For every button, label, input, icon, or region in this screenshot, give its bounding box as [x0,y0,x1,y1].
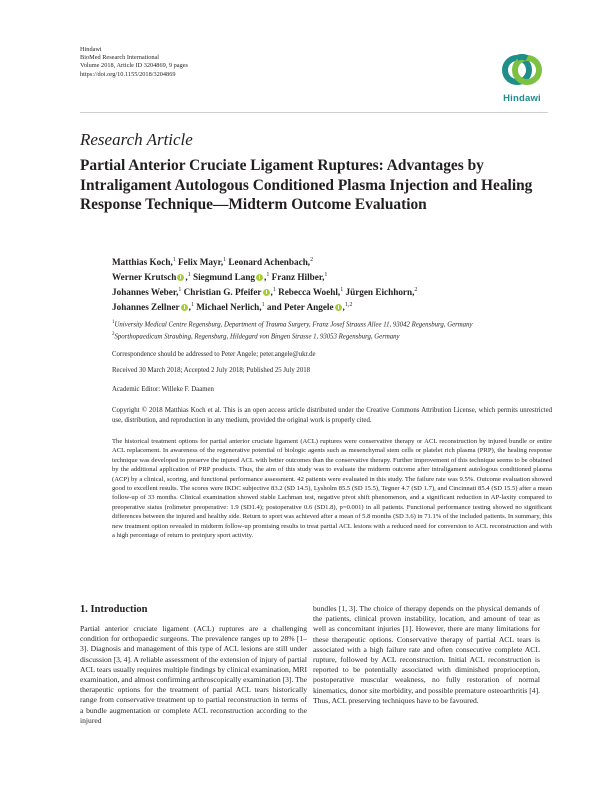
author-affiliation-marker: 1 [190,302,194,309]
hindawi-logo-text: Hindawi [503,93,541,104]
journal-meta [80,46,188,79]
author-name: and Peter Angele [266,302,334,313]
author-name: Johannes Weber, [112,287,179,298]
author-affiliation-marker: 2 [414,287,418,294]
author-name: Felix Mayr, [178,257,224,268]
author-name: Rebecca Woehl, [278,287,341,298]
author-affiliation-marker: 1,2 [344,302,353,309]
author-name: Michael Nerlich, [196,302,262,313]
affiliation-1: $^1$University Medical Centre Regensburg, Department of Trauma Surgery, Franz Josef Strauss Allee 11, 93042 Regensburg, Germany [112,320,473,329]
author-affiliation-marker: 1 [261,302,265,309]
academic-editor: Academic Editor: Willeke F. Daamen [112,386,214,393]
publisher-name: Hindawi [80,46,102,53]
author-name: Leonard Achenbach, [228,257,311,268]
abstract: The historical treatment options for partial anterior cruciate ligament (ACL) ruptures were conservative therapy or ACL reconstruction by injured bundle or entire ACL replacement. In awareness of the regenerative potential of biologic agents such as mesenchymal stem cells or platelet rich plasma (PRP), the healing response technique was developed to preserve the injured ACL with better outcomes than the conservative therapy. Further improvement of this technique seems to be obtained by the additional application of PRP products. Thus, the aim of this study was to evaluate the midterm outcome after intraligament autologous conditioned plasma (ACP) by a clinical, scoring, and functional performance assessment. 42 patients were evaluated in this study. The failure rate was 9.5%. Outcome evaluation showed good to excellent results. The scores were IKDC subjective 83.2 (SD 14.5), Lysholm 85.5 (SD 15.5), Tegner 4.7 (SD 1.7), and Cincinnati 85.4 (SD 15.5) after a mean follow-up of 33 months. Clinical examination showed stable Lachman test, negative pivot shift phenomenon, and a significant reduction in AP-laxity compared to preoperative status (rolimeter preoperative: 1.9 (SD1.4); postoperative 0.6 (SD1.8), p=0.001) in all patients. Functional performance testing showed no significant differences between the injured and healthy side. Return to sport was achieved after a mean of 5.8 months (SD 3.6) in 71.1% of the included patients. In summary, this new treatment option revealed in midterm follow-up promising results to treat partial ACL lesions with a reduced need for conversion to ACL reconstruction and with a high percentage of return to preinjury sport activity. [112,438,553,540]
author-list: Matthias Koch,$^1$ Felix Mayr,$^1$ Leonard Achenbach,$^2$ Werner Krutsch ,$^1$ Siegmund Lang ,$^1$ Franz Hilber,$^1$ Johannes Weber,$^1$ Christian G. Pfeifer ,$^1$ Rebecca Woehl,$^1$ Jürgen Eichhorn,$^2$ Johannes Zellner ,$^1$ Michael Nerlich,$^1$ and Peter Angele ,$^{1,2}$ [112,257,418,313]
orcid-icon[interactable] [177,274,184,281]
article-title: Partial Anterior Cruciate Ligament Ruptures: Advantages by Intraligament Autologous Conditioned Plasma Injection and Healing Response Technique—Midterm Outcome Evaluation [80,157,533,213]
author-affiliation-marker: 1 [266,272,270,279]
journal-name: BioMed Research International [80,54,160,62]
author-name: Werner Krutsch [112,272,177,283]
author-affiliation-marker: 1 [178,287,182,294]
orcid-icon[interactable] [181,304,188,311]
copyright-notice: Copyright © 2018 Matthias Koch et al. This is an open access article distributed under the Creative Commons Attribution License, which permits unrestricted use, distribution, and reproduction in any medium, provided the original work is properly cited. [112,407,552,424]
author-name: Johannes Zellner [112,302,180,313]
author-affiliation-marker: 1 [223,257,227,263]
author-affiliation-marker: 1 [340,287,344,294]
author-affiliation-marker: 1 [172,257,176,263]
volume-info: Volume 2018, Article ID 3204869, 9 pages [80,62,188,70]
author-name: Matthias Koch, [112,257,173,268]
article-type: Research Article [80,130,193,149]
body-column-right: bundles [1, 3]. The choice of therapy depends on the physical demands of the patients, clinical proven instability, location, and amount of tear as well as concomitant injuries [1]. However, there are many limitations for these therapeutic options. Conservative therapy of partial ACL tears is associated with a high failure rate and often consecutive complete ACL rupture, followed by ACL reconstruction. Initial ACL reconstruction is reported to be potentially associated with diminished proprioception, postoperative muscular weakness, no fully restoration of normal kinematics, donor site morbidity, and possible premature osteoarthritis [4]. Thus, ACL preserving techniques have to be favoured. [313,604,540,705]
author-affiliation-marker: 1 [272,287,276,294]
author-name: Christian G. Pfeifer [183,287,262,298]
author-name: Siegmund Lang [192,272,256,283]
correspondence: Correspondence should be addressed to Peter Angele; peter.angele@ukr.de [112,351,316,358]
body-column-left: Partial anterior cruciate ligament (ACL) ruptures are a challenging condition for orthopaedic surgeons. The prevalence ranges up to 28% [1–3]. Diagnosis and management of this type of ACL lesions are still under discussion [3, 4]. A reliable assessment of the extension of injury of partial ACL tears usually requires multiple findings by clinical examination, MRI examination, and almost confirming arthroscopically examination [3]. The therapeutic options for the treatment of partial ACL tears historically range from conservative treatment up to partial reconstruction in terms of a bundle augmentation or complete ACL reconstruction according to the injured [80,624,307,725]
orcid-icon[interactable] [256,274,263,281]
author-affiliation-marker: 1 [324,272,328,279]
orcid-icon[interactable] [335,304,342,311]
affiliation-2: $^2$Sporthopaedicum Straubing, Regensburg, Hildegard von Bingen Strasse 1, 93053 Regensburg, Germany [112,332,400,341]
header-divider [80,112,548,113]
section-heading: 1. Introduction [80,604,148,615]
author-name: Franz Hilber, [271,272,325,283]
author-name: Jürgen Eichhorn, [345,287,415,298]
affiliations [112,318,552,343]
author-affiliation-marker: 2 [310,257,314,263]
doi-link[interactable]: https://doi.org/10.1155/2018/3204869 [80,70,176,78]
dates: Received 30 March 2018; Accepted 2 July 2018; Published 25 July 2018 [112,367,311,374]
author-affiliation-marker: 1 [187,272,191,279]
orcid-icon[interactable] [263,289,270,296]
